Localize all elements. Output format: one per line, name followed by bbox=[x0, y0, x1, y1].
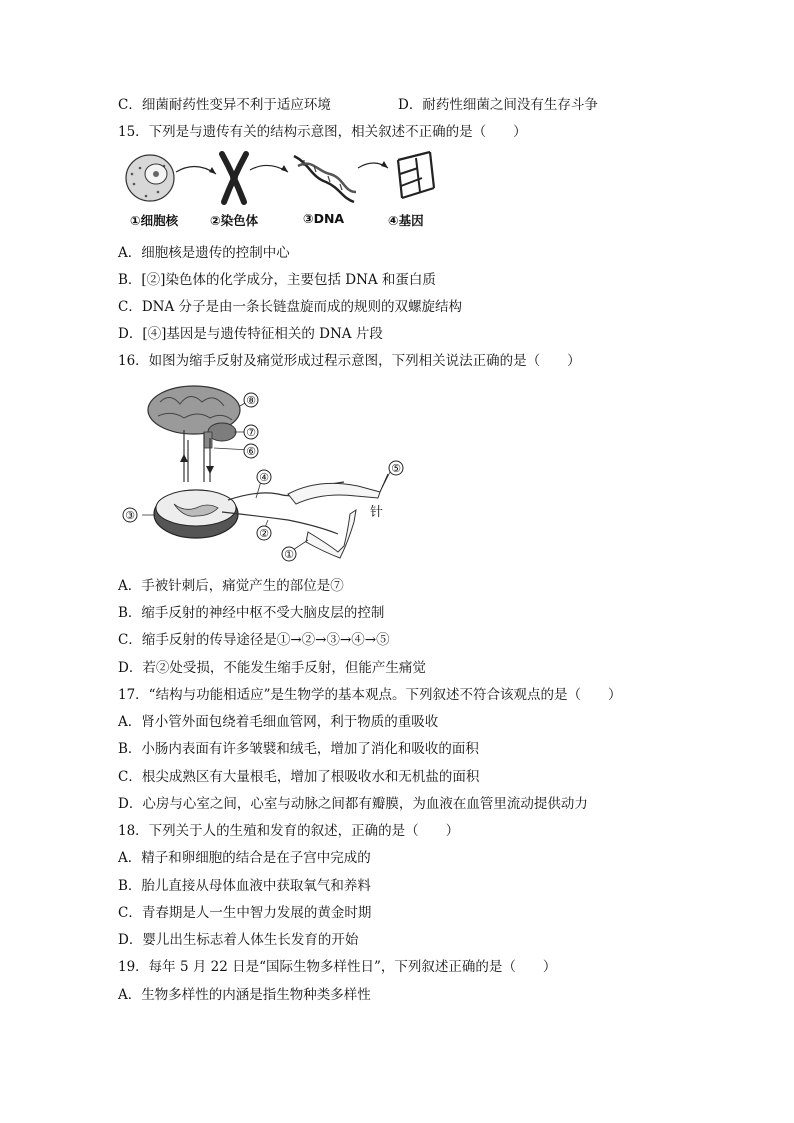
q18-option-c: C．青春期是人一生中智力发展的黄金时期 bbox=[118, 905, 372, 921]
chromosome-illustration bbox=[222, 154, 246, 202]
q14-option-c: C．细菌耐药性变异不利于适应环境 bbox=[118, 97, 331, 113]
q17-option-c: C．根尖成熟区有大量根毛，增加了根吸收水和无机盐的面积 bbox=[118, 769, 480, 785]
marker-3-label: ③ bbox=[125, 509, 135, 522]
q19-option-a: A．生物多样性的内涵是指生物种类多样性 bbox=[118, 987, 371, 1003]
q15-option-a: A．细胞核是遗传的控制中心 bbox=[118, 245, 290, 261]
q18-option-a: A．精子和卵细胞的结合是在子宫中完成的 bbox=[118, 850, 371, 866]
q15-option-d: D．[④]基因是与遗传特征相关的 DNA 片段 bbox=[118, 326, 383, 342]
q14-option-d: D．耐药性细菌之间没有生存斗争 bbox=[398, 97, 598, 113]
q16-reflex-figure bbox=[118, 382, 418, 568]
q17-stem: 17．“结构与功能相适应”是生物学的基本观点。下列叙述不符合该观点的是（ ） bbox=[118, 687, 622, 703]
q15-option-b: B．[②]染色体的化学成分，主要包括 DNA 和蛋白质 bbox=[118, 272, 436, 288]
q15-label-chromosome: ②染色体 bbox=[210, 213, 259, 228]
marker-7-label: ⑦ bbox=[246, 426, 256, 439]
marker-1-label: ① bbox=[284, 548, 294, 561]
q16-option-d: D．若②处受损，不能发生缩手反射，但能产生痛觉 bbox=[118, 660, 426, 676]
q17-option-b: B．小肠内表面有许多皱襞和绒毛，增加了消化和吸收的面积 bbox=[118, 741, 479, 757]
q15-stem: 15．下列是与遗传有关的结构示意图，相关叙述不正确的是（ ） bbox=[118, 124, 527, 140]
dna-helix-illustration bbox=[294, 156, 356, 202]
marker-8-label: ⑧ bbox=[246, 394, 256, 407]
cell-nucleus-illustration bbox=[126, 155, 174, 201]
marker-5-label: ⑤ bbox=[391, 462, 401, 475]
q17-option-a: A．肾小管外面包绕着毛细血管网，利于物质的重吸收 bbox=[118, 714, 439, 730]
q18-option-d: D．婴儿出生标志着人体生长发育的开始 bbox=[118, 932, 359, 948]
spinal-cord-illustration bbox=[154, 490, 238, 538]
needle-label: 针 bbox=[370, 505, 384, 520]
q18-option-b: B．胎儿直接从母体血液中获取氧气和养料 bbox=[118, 878, 371, 894]
q15-label-dna: ③DNA bbox=[303, 211, 345, 226]
q18-stem: 18．下列关于人的生殖和发育的叙述，正确的是（ ） bbox=[118, 823, 460, 839]
q15-label-nucleus: ①细胞核 bbox=[130, 213, 179, 228]
q17-option-d: D．心房与心室之间，心室与动脉之间都有瓣膜，为血液在血管里流动提供动力 bbox=[118, 796, 588, 812]
marker-6-label: ⑥ bbox=[246, 445, 256, 458]
q19-stem: 19．每年 5 月 22 日是“国际生物多样性日”，下列叙述正确的是（ ） bbox=[118, 959, 557, 975]
q16-stem: 16．如图为缩手反射及痛觉形成过程示意图，下列相关说法正确的是（ ） bbox=[118, 353, 581, 369]
q15-label-gene: ④基因 bbox=[388, 213, 424, 228]
marker-2-label: ② bbox=[259, 527, 269, 540]
q15-option-c: C．DNA 分子是由一条长链盘旋而成的规则的双螺旋结构 bbox=[118, 299, 463, 315]
gene-segment-illustration bbox=[398, 152, 434, 198]
q15-genetics-figure bbox=[118, 148, 448, 208]
q16-option-c: C．缩手反射的传导途径是①→②→③→④→⑤ bbox=[118, 632, 390, 648]
q16-option-b: B．缩手反射的神经中枢不受大脑皮层的控制 bbox=[118, 605, 385, 621]
brain-illustration bbox=[148, 386, 240, 448]
marker-4-label: ④ bbox=[259, 471, 269, 484]
q16-option-a: A．手被针刺后，痛觉产生的部位是⑦ bbox=[118, 578, 344, 594]
